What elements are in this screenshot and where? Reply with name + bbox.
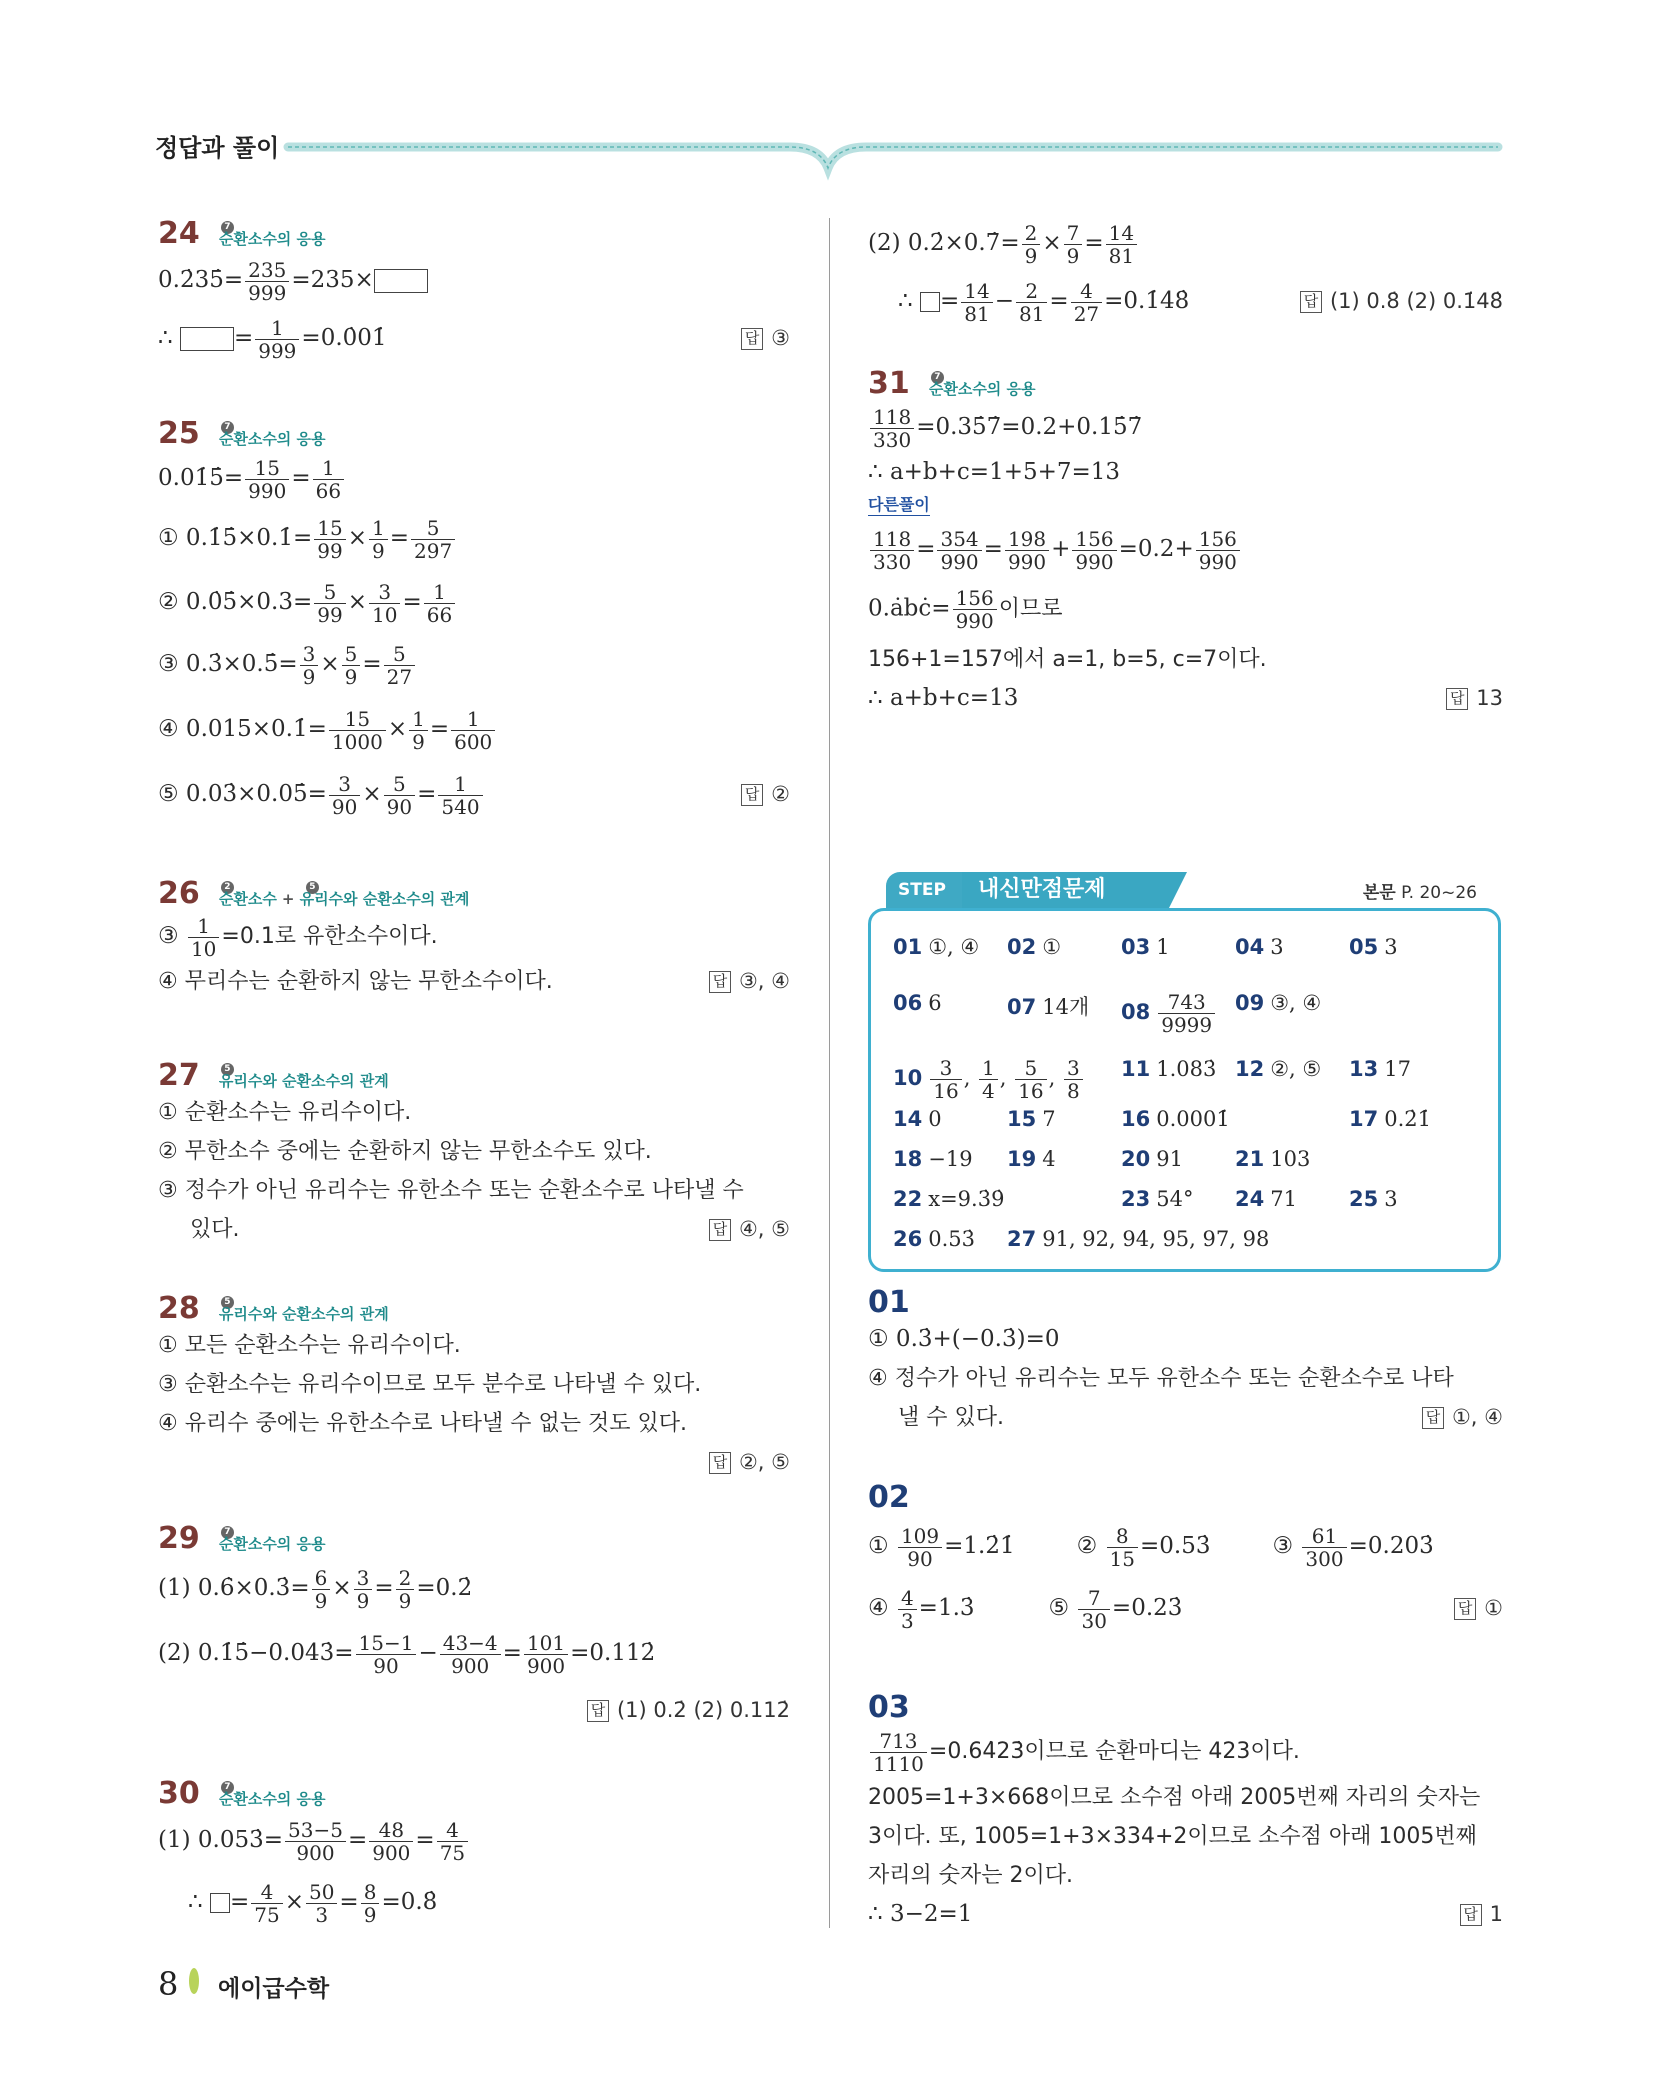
unit-badge: 7 (221, 421, 234, 434)
answer-item-value: ①, ④ (928, 935, 980, 959)
answer-item-number: 01 (893, 935, 923, 959)
answer-label: 답 (1460, 1904, 1482, 1926)
text: 있다. (190, 1217, 240, 1242)
therefore: ∴ (158, 325, 173, 351)
answer (709, 1443, 790, 1482)
answer-item-value: 0 (928, 1107, 942, 1131)
answer-item-number: 04 (1235, 935, 1265, 959)
answer-value: ② (771, 782, 790, 806)
blank-box (180, 327, 234, 351)
problem-31: 31 7 순환소수의 응용 $\frac{118}{330}$ =0.35̇7̇=0.2+0.15̇7̇ ∴ a+b+c=1+5+7=13 다른풀이 $\frac{118}{330}$ = $\frac{354}{990}$ = $\frac{198}{990}$ + $\frac{156}{990}$ =0.2+ $\frac{156}{990}$ 0.ȧbċ= $\frac{156}{990}$ 이므로 156+1=157에서 a=1, b=5, c=7이다. ∴ a+b+c=13 답 13 (868, 366, 1503, 718)
step-letter: B (898, 912, 917, 940)
page-ref-label: 본문 (1362, 883, 1396, 903)
problem-28 (158, 1291, 790, 1482)
topic-tag: 순환소수의 응용 (218, 430, 326, 448)
answer-item-value: −19 (928, 1147, 973, 1171)
answer-item-number: 13 (1349, 1057, 1379, 1081)
answer-item-17 (1349, 1107, 1431, 1131)
answer-item-number: 14 (893, 1107, 923, 1131)
page-number: 8 (158, 1965, 179, 2003)
topic-tag: 순환소수의 응용 (218, 1790, 326, 1808)
answer-label: 답 (1422, 1407, 1444, 1429)
answer-label: 답 (741, 784, 763, 806)
answer-value: ④, ⑤ (738, 1217, 790, 1241)
problem-number: 02 (868, 1480, 910, 1515)
step-problem-03: 03 $\frac{713}{1110}$ =0.64̇23̇이므로 순환마디는 423이다. 2005=1+3×668이므로 소수점 아래 2005번째 자리의 숫자는 3이다. 또, 1005=1+3×334+2이므로 소수점 아래 1005번째 자리의 숫자는 2이다. ∴ 3−2=1 답 1 (868, 1690, 1503, 1934)
page-header-title: 정답과 풀이 (155, 134, 280, 162)
text: 낼 수 있다. (898, 1405, 1004, 1430)
answer-item-05 (1349, 935, 1398, 959)
answer-value: ①, ④ (1451, 1405, 1503, 1429)
answer-item-number: 24 (1235, 1187, 1265, 1211)
answer-item-value: 6 (928, 991, 942, 1015)
step-tag (886, 872, 972, 940)
answer-item-18 (893, 1147, 973, 1171)
answer-item-value: 1.083̇ (1156, 1057, 1217, 1081)
unit-badge: 7 (221, 221, 234, 234)
answer-item-12 (1235, 1057, 1321, 1081)
answer-item-number: 05 (1349, 935, 1379, 959)
topic-tag: 유리수와 순환소수의 관계 (299, 890, 470, 908)
text: ② 무한소수 중에는 순환하지 않는 무한소수도 있다. (158, 1139, 652, 1164)
answer (1300, 270, 1503, 332)
alt-solution-label: 다른풀이 (868, 495, 930, 514)
text: ④ 무리수는 순환하지 않는 무한소수이다. (158, 969, 553, 994)
unit-badge: 2 (221, 881, 234, 894)
answer-item-13 (1349, 1057, 1411, 1081)
answer-item-number: 15 (1007, 1107, 1037, 1131)
answer-item-number: 26 (893, 1227, 923, 1251)
answer-item-16 (1121, 1107, 1230, 1131)
problem-number: 28 (158, 1291, 200, 1326)
topic-tag: 유리수와 순환소수의 관계 (218, 1072, 389, 1090)
answer-value: (1) 0.2̇ (2) 0.112̇ (616, 1698, 790, 1722)
page-ref-value: P. 20~26 (1401, 883, 1477, 903)
answer-item-number: 25 (1349, 1187, 1379, 1211)
answer-label: 답 (741, 328, 763, 350)
topic-tag: 순환소수의 응용 (218, 230, 326, 248)
column-divider (829, 218, 830, 1928)
text: =0.1로 유한소수이다. (221, 924, 438, 949)
answer-label: 답 (709, 971, 731, 993)
answer-value: 13 (1476, 685, 1503, 710)
answer-item-value: 17 (1384, 1057, 1411, 1081)
answer (1454, 1577, 1503, 1639)
answer-item-27 (1007, 1227, 1269, 1251)
answer (1446, 679, 1503, 718)
header-rule (0, 0, 1654, 200)
answer-item-number: 06 (893, 991, 923, 1015)
answer-item-number: 27 (1007, 1227, 1037, 1251)
answer-item-value: ②, ⑤ (1270, 1057, 1322, 1081)
problem-27 (158, 1058, 790, 1249)
problem-number: 29 (158, 1521, 200, 1556)
answer-item-value: x=9.3̇9̇ (928, 1187, 1005, 1211)
unit-badge: 7 (931, 371, 944, 384)
answer-label: 답 (1454, 1598, 1476, 1620)
answer-label: 답 (709, 1452, 731, 1474)
text: ① 모든 순환소수는 유리수이다. (158, 1333, 461, 1358)
answer-item-value: 71 (1270, 1187, 1297, 1211)
answer-item-number: 19 (1007, 1147, 1037, 1171)
answer-item-value: $\frac{743}{9999}$ (1156, 1000, 1217, 1024)
answer-item-01 (893, 935, 979, 959)
answer-grid (868, 908, 1501, 1272)
answer-value: ③ (771, 326, 790, 350)
answer-item-value: 0.53̇ (928, 1227, 975, 1251)
answer-item-number: 20 (1121, 1147, 1151, 1171)
blank-box (210, 1893, 230, 1913)
answer-item-value: 3 (1270, 935, 1284, 959)
answer (1460, 1895, 1503, 1934)
answer-value: ③, ④ (738, 969, 790, 993)
text: ④ 유리수 중에는 유한소수로 나타낼 수 없는 것도 있다. (158, 1411, 687, 1436)
text: =0.64̇23̇이므로 순환마디는 423이다. (928, 1739, 1300, 1764)
answer-item-21 (1235, 1147, 1310, 1171)
unit-badge: 5 (221, 1063, 234, 1076)
problem-29: 29 7 순환소수의 응용 (1) 0.6̇×0.3̇= $\frac{6}{9}$ × $\frac{3}{9}$ = $\frac{2}{9}$ =0.2̇ (2) 0.1̇5̇−0.043̇= $\frac{15-1}{90}$ − $\frac{43-4}{900}$ = $\frac{101}{900}$ =0.112̇ 답 (1) 0.2̇ (2) 0.112̇ (158, 1521, 790, 1734)
step-problem-02: 02 ① $\frac{109}{90}$ =1.2̇1̇ ② $\frac{8}{15}$ =0.53̇ ③ $\frac{61}{300}$ =0.203̇ ④ $\frac{4}{3}$ =1.3̇ ⑤ $\frac{7}{30}$ =0.23̇ 답 ① (868, 1480, 1503, 1639)
blank-box (920, 292, 940, 312)
answer-item-value: 103 (1270, 1147, 1311, 1171)
step-label: STEP (898, 880, 946, 900)
problem-number: 30 (158, 1776, 200, 1811)
step-title: 내신만점문제 (962, 872, 1169, 908)
text: ③ 정수가 아닌 유리수는 유한소수 또는 순환소수로 나타낼 수 (158, 1178, 744, 1203)
problem-number: 24 (158, 216, 200, 251)
text: ∴ 3−2=1 (868, 1901, 973, 1927)
problem-number: 26 (158, 876, 200, 911)
answer-item-25 (1349, 1187, 1398, 1211)
answer-item-15 (1007, 1107, 1056, 1131)
problem-30: 30 7 순환소수의 응용 (1) 0.053̇= $\frac{53-5}{900}$ = $\frac{48}{900}$ = $\frac{4}{75}$ ∴ = $\frac{4}{75}$ × $\frac{50}{3}$ = $\frac{8}{9}$ =0.8̇ (158, 1776, 790, 1935)
answer (709, 1210, 790, 1249)
answer (741, 309, 790, 367)
answer-item-03 (1121, 935, 1170, 959)
unit-badge: 5 (306, 881, 319, 894)
answer-item-number: 16 (1121, 1107, 1151, 1131)
text: ③ 순환소수는 유리수이므로 모두 분수로 나타낼 수 있다. (158, 1372, 702, 1397)
answer-item-08 (1121, 991, 1217, 1036)
answer-item-07 (1007, 991, 1089, 1021)
answer-item-04 (1235, 935, 1284, 959)
answer-item-number: 11 (1121, 1057, 1151, 1081)
page-reference (1363, 878, 1477, 903)
answer (709, 962, 790, 1001)
answer (587, 1686, 790, 1734)
leaf-icon (189, 1968, 199, 1994)
answer-value: ① (1484, 1596, 1503, 1620)
topic-tag: 순환소수의 응용 (928, 380, 1036, 398)
answer-value: 1 (1489, 1902, 1503, 1926)
answer-item-09 (1235, 991, 1321, 1015)
problem-26: 26 2 5 순환소수 + 유리수와 순환소수의 관계 ③ $\frac{1}{10}$ =0.1로 유한소수이다. ④ 무리수는 순환하지 않는 무한소수이다. 답 ③, ④ (158, 876, 790, 1001)
answer-item-23 (1121, 1187, 1193, 1211)
answer-item-number: 23 (1121, 1187, 1151, 1211)
step-problem-01 (868, 1285, 1503, 1437)
answer-item-number: 02 (1007, 935, 1037, 959)
answer-item-value: 1 (1156, 935, 1170, 959)
unit-badge: 7 (221, 1526, 234, 1539)
answer-item-value: 91 (1156, 1147, 1183, 1171)
text: 이므로 (998, 596, 1063, 622)
answer-item-19 (1007, 1147, 1056, 1171)
answer (1422, 1398, 1503, 1437)
text: ∴ a+b+c=13 (868, 684, 1019, 711)
answer (741, 763, 790, 825)
answer-item-value: $\frac{3}{16}$ , $\frac{1}{4}$ , $\frac{5}{16}$ , $\frac{3}{8}$ (928, 1066, 1084, 1090)
text: ④ 정수가 아닌 유리수는 모두 유한소수 또는 순환소수로 나타 (868, 1366, 1454, 1391)
answer-item-26 (893, 1227, 975, 1251)
problem-25: 25 7 순환소수의 응용 0.01̇5̇= $\frac{15}{990}$ = $\frac{1}{66}$ ① 0.1̇5̇×0.1̇= $\frac{15}{99}$ × $\frac{1}{9}$ = $\frac{5}{297}$ ② 0.0̇5̇×0.3= $\frac{5}{99}$ × $\frac{3}{10}$ = $\frac{1}{66}$ ③ 0.3̇×0.5̇= $\frac{3}{9}$ × $\frac{5}{9}$ = $\frac{5}{27}$ ④ 0.015×0.1̇= $\frac{15}{1000}$ × $\frac{1}{9}$ = $\frac{1}{600}$ ⑤ 0.03̇×0.05̇= $\frac{3}{90}$ × $\frac{5}{90}$ = $\frac{1}{540}$ 답 ② (158, 416, 790, 825)
answer-item-value: 54° (1156, 1187, 1194, 1211)
text: 3이다. 또, 1005=1+3×334+2이므로 소수점 아래 1005번째 (868, 1824, 1477, 1849)
unit-badge: 7 (221, 1781, 234, 1794)
answer-item-02 (1007, 935, 1061, 959)
unit-badge: 5 (221, 1296, 234, 1309)
text: ① 순환소수는 유리수이다. (158, 1100, 412, 1125)
answer-item-number: 17 (1349, 1107, 1379, 1131)
answer-item-value: ③, ④ (1270, 991, 1322, 1015)
answer-label: 답 (1446, 688, 1468, 710)
therefore: ∴ (188, 1889, 203, 1915)
problem-30-part2: (2) 0.2̇×0.7̇= $\frac{2}{9}$ × $\frac{7}{9}$ = $\frac{14}{81}$ ∴ = $\frac{14}{81}$ − $\frac{2}{81}$ = $\frac{4}{27}$ =0.1̇48̇ 답 (1) 0.8̇ (2) 0.1̇48̇ (868, 216, 1503, 332)
answer-item-number: 08 (1121, 1000, 1151, 1024)
answer-item-value: 0.2̇1̇ (1384, 1107, 1431, 1131)
topic-tag: 순환소수의 응용 (218, 1535, 326, 1553)
text: ① 0.3̇+(−0.3̇)=0 (868, 1326, 1060, 1352)
problem-number: 25 (158, 416, 200, 451)
answer-label: 답 (587, 1700, 609, 1722)
text: 자리의 숫자는 2이다. (868, 1863, 1073, 1888)
tag-plus: + (281, 890, 295, 908)
answer-item-06 (893, 991, 942, 1015)
answer-value: (1) 0.8̇ (2) 0.1̇48̇ (1329, 289, 1503, 313)
topic-tag: 순환소수 (218, 890, 277, 908)
answer-item-value: 3 (1384, 935, 1398, 959)
text: ∴ a+b+c=1+5+7=13 (868, 459, 1121, 485)
answer-item-number: 07 (1007, 995, 1037, 1019)
answer-label: 답 (1300, 291, 1322, 313)
problem-number: 03 (868, 1690, 910, 1725)
blank-box (374, 269, 428, 293)
text: 156+1=157에서 a=1, b=5, c=7이다. (868, 646, 1267, 672)
answer-item-value: 14개 (1042, 995, 1090, 1019)
therefore: ∴ (898, 288, 913, 314)
answer-item-number: 03 (1121, 935, 1151, 959)
answer-item-number: 22 (893, 1187, 923, 1211)
footer-brand: 에이급수학 (218, 1976, 330, 2002)
answer-item-22 (893, 1187, 1004, 1211)
answer-item-number: 21 (1235, 1147, 1265, 1171)
problem-24: 24 7 순환소수의 응용 0.2̇35̇= $\frac{235}{999}$ =235× ∴ = $\frac{1}{999}$ =0.0̇01̇ 답 ③ (158, 216, 790, 367)
answer-item-value: 0.0001̇ (1156, 1107, 1230, 1131)
answer-item-11 (1121, 1057, 1216, 1081)
answer-item-24 (1235, 1187, 1297, 1211)
answer-item-value: 91, 92, 94, 95, 97, 98 (1042, 1227, 1270, 1251)
problem-number: 01 (868, 1285, 910, 1320)
answer-item-number: 12 (1235, 1057, 1265, 1081)
topic-tag: 유리수와 순환소수의 관계 (218, 1305, 389, 1323)
answer-item-number: 18 (893, 1147, 923, 1171)
answer-item-number: 10 (893, 1066, 923, 1090)
answer-item-20 (1121, 1147, 1183, 1171)
answer-item-10 (893, 1057, 1085, 1102)
answer-label: 답 (709, 1219, 731, 1241)
problem-number: 31 (868, 366, 910, 401)
answer-item-value: 3 (1384, 1187, 1398, 1211)
answer-item-14 (893, 1107, 942, 1131)
answer-value: ②, ⑤ (738, 1450, 790, 1474)
answer-item-value: 4 (1042, 1147, 1056, 1171)
problem-number: 27 (158, 1058, 200, 1093)
answer-item-value: ① (1042, 935, 1062, 959)
answer-item-value: 7 (1042, 1107, 1056, 1131)
text: 2005=1+3×668이므로 소수점 아래 2005번째 자리의 숫자는 (868, 1785, 1481, 1810)
answer-item-number: 09 (1235, 991, 1265, 1015)
